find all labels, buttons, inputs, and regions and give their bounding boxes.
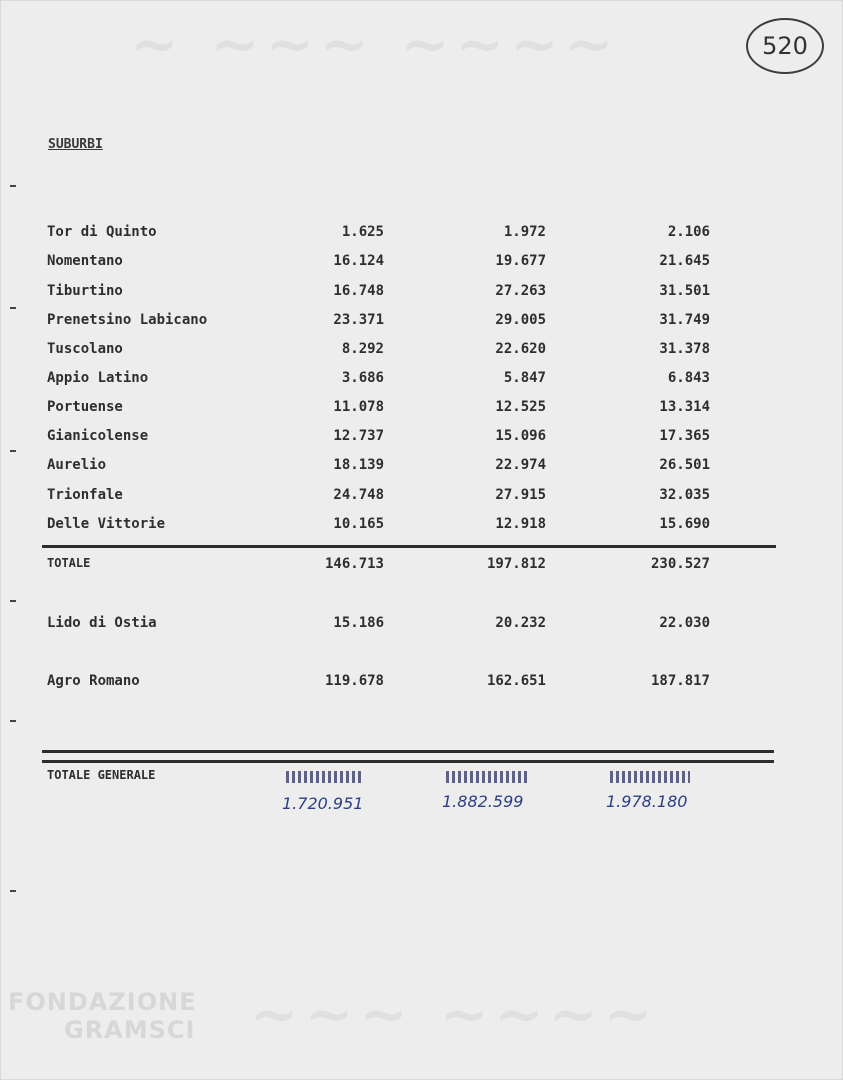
logo-line-2: GRAMSCI [64, 1016, 196, 1044]
value-col-2: 5.847 [503, 370, 546, 386]
table-row [0, 399, 843, 419]
table-row [0, 516, 843, 536]
margin-mark [10, 720, 16, 722]
table-row [0, 487, 843, 507]
value-col-3: 6.843 [667, 370, 710, 386]
row-label: Tor di Quinto [47, 224, 157, 240]
logo-line-1: FONDAZIONE [8, 988, 197, 1016]
value-col-1: 11.078 [333, 399, 384, 415]
value-col-3: 13.314 [659, 399, 710, 415]
value-col-3: 21.645 [659, 253, 710, 269]
value-col-3: 2.106 [667, 224, 710, 240]
totale-generale-row [0, 768, 843, 788]
value-col-2: 1.972 [503, 224, 546, 240]
row-label: Prenetsino Labicano [47, 312, 208, 328]
row-label: Nomentano [47, 253, 123, 269]
value-col-3: 31.749 [659, 312, 710, 328]
row-label: Agro Romano [47, 673, 140, 689]
value-col-2: 20.232 [495, 615, 546, 631]
value-col-3: 15.690 [659, 516, 710, 532]
value-col-1: 16.748 [333, 283, 384, 299]
value-col-2: 27.263 [495, 283, 546, 299]
value-col-1: 23.371 [333, 312, 384, 328]
value-col-3: 22.030 [659, 615, 710, 631]
value-col-2: 22.974 [495, 457, 546, 473]
table-row [0, 341, 843, 361]
value-col-1: 1.625 [341, 224, 384, 240]
value-col-3: 26.501 [659, 457, 710, 473]
margin-mark [10, 307, 16, 309]
fondazione-gramsci-logo [8, 988, 197, 1044]
table-row [0, 224, 843, 244]
row-label: TOTALE [47, 556, 91, 570]
row-label: Portuense [47, 399, 123, 415]
struck-total-col-1 [286, 771, 364, 783]
margin-mark [10, 890, 16, 892]
agro-row [0, 673, 843, 693]
row-label: Delle Vittorie [47, 516, 166, 532]
table-row [0, 312, 843, 332]
value-col-1: 119.678 [324, 673, 384, 689]
value-col-2: 19.677 [495, 253, 546, 269]
value-col-1: 15.186 [333, 615, 384, 631]
table-row [0, 370, 843, 390]
grand-total-line-bottom [42, 760, 774, 763]
margin-mark [10, 450, 16, 452]
footer-watermark: ~~~ ~~~~ [250, 980, 659, 1048]
value-col-3: 31.378 [659, 341, 710, 357]
row-label: Appio Latino [47, 370, 149, 386]
row-label: Aurelio [47, 457, 107, 473]
value-col-2: 197.812 [486, 556, 546, 572]
table-row [0, 428, 843, 448]
value-col-3: 17.365 [659, 428, 710, 444]
row-label: Trionfale [47, 487, 123, 503]
value-col-1: 10.165 [333, 516, 384, 532]
table-row [0, 457, 843, 477]
section-title: SUBURBI [48, 137, 103, 152]
letterhead-watermark: ~ ~~~ ~~~~ [130, 10, 620, 78]
value-col-1: 18.139 [333, 457, 384, 473]
value-col-2: 12.525 [495, 399, 546, 415]
value-col-1: 3.686 [341, 370, 384, 386]
value-col-1: 146.713 [324, 556, 384, 572]
lido-row [0, 615, 843, 635]
value-col-3: 31.501 [659, 283, 710, 299]
table-row [0, 283, 843, 303]
value-col-1: 12.737 [333, 428, 384, 444]
row-label: TOTALE GENERALE [47, 768, 156, 782]
handwritten-total-col-3: 1.978.180 [606, 792, 688, 811]
handwritten-total-col-2: 1.882.599 [442, 792, 524, 811]
totale-row [0, 556, 843, 576]
page-number: 520 [746, 18, 824, 74]
value-col-2: 12.918 [495, 516, 546, 532]
value-col-2: 22.620 [495, 341, 546, 357]
row-label: Tiburtino [47, 283, 123, 299]
value-col-3: 32.035 [659, 487, 710, 503]
value-col-1: 8.292 [341, 341, 384, 357]
value-col-2: 27.915 [495, 487, 546, 503]
row-label: Gianicolense [47, 428, 149, 444]
margin-mark [10, 600, 16, 602]
value-col-3: 230.527 [650, 556, 710, 572]
grand-total-line-top [42, 750, 774, 753]
row-label: Lido di Ostia [47, 615, 157, 631]
value-col-2: 15.096 [495, 428, 546, 444]
value-col-1: 24.748 [333, 487, 384, 503]
value-col-2: 29.005 [495, 312, 546, 328]
value-col-2: 162.651 [486, 673, 546, 689]
value-col-3: 187.817 [650, 673, 710, 689]
row-label: Tuscolano [47, 341, 123, 357]
value-col-1: 16.124 [333, 253, 384, 269]
total-separator-line [42, 545, 776, 548]
table-row [0, 253, 843, 273]
margin-mark [10, 185, 16, 187]
handwritten-total-col-1: 1.720.951 [282, 794, 364, 813]
struck-total-col-3 [610, 771, 690, 783]
struck-total-col-2 [446, 771, 528, 783]
